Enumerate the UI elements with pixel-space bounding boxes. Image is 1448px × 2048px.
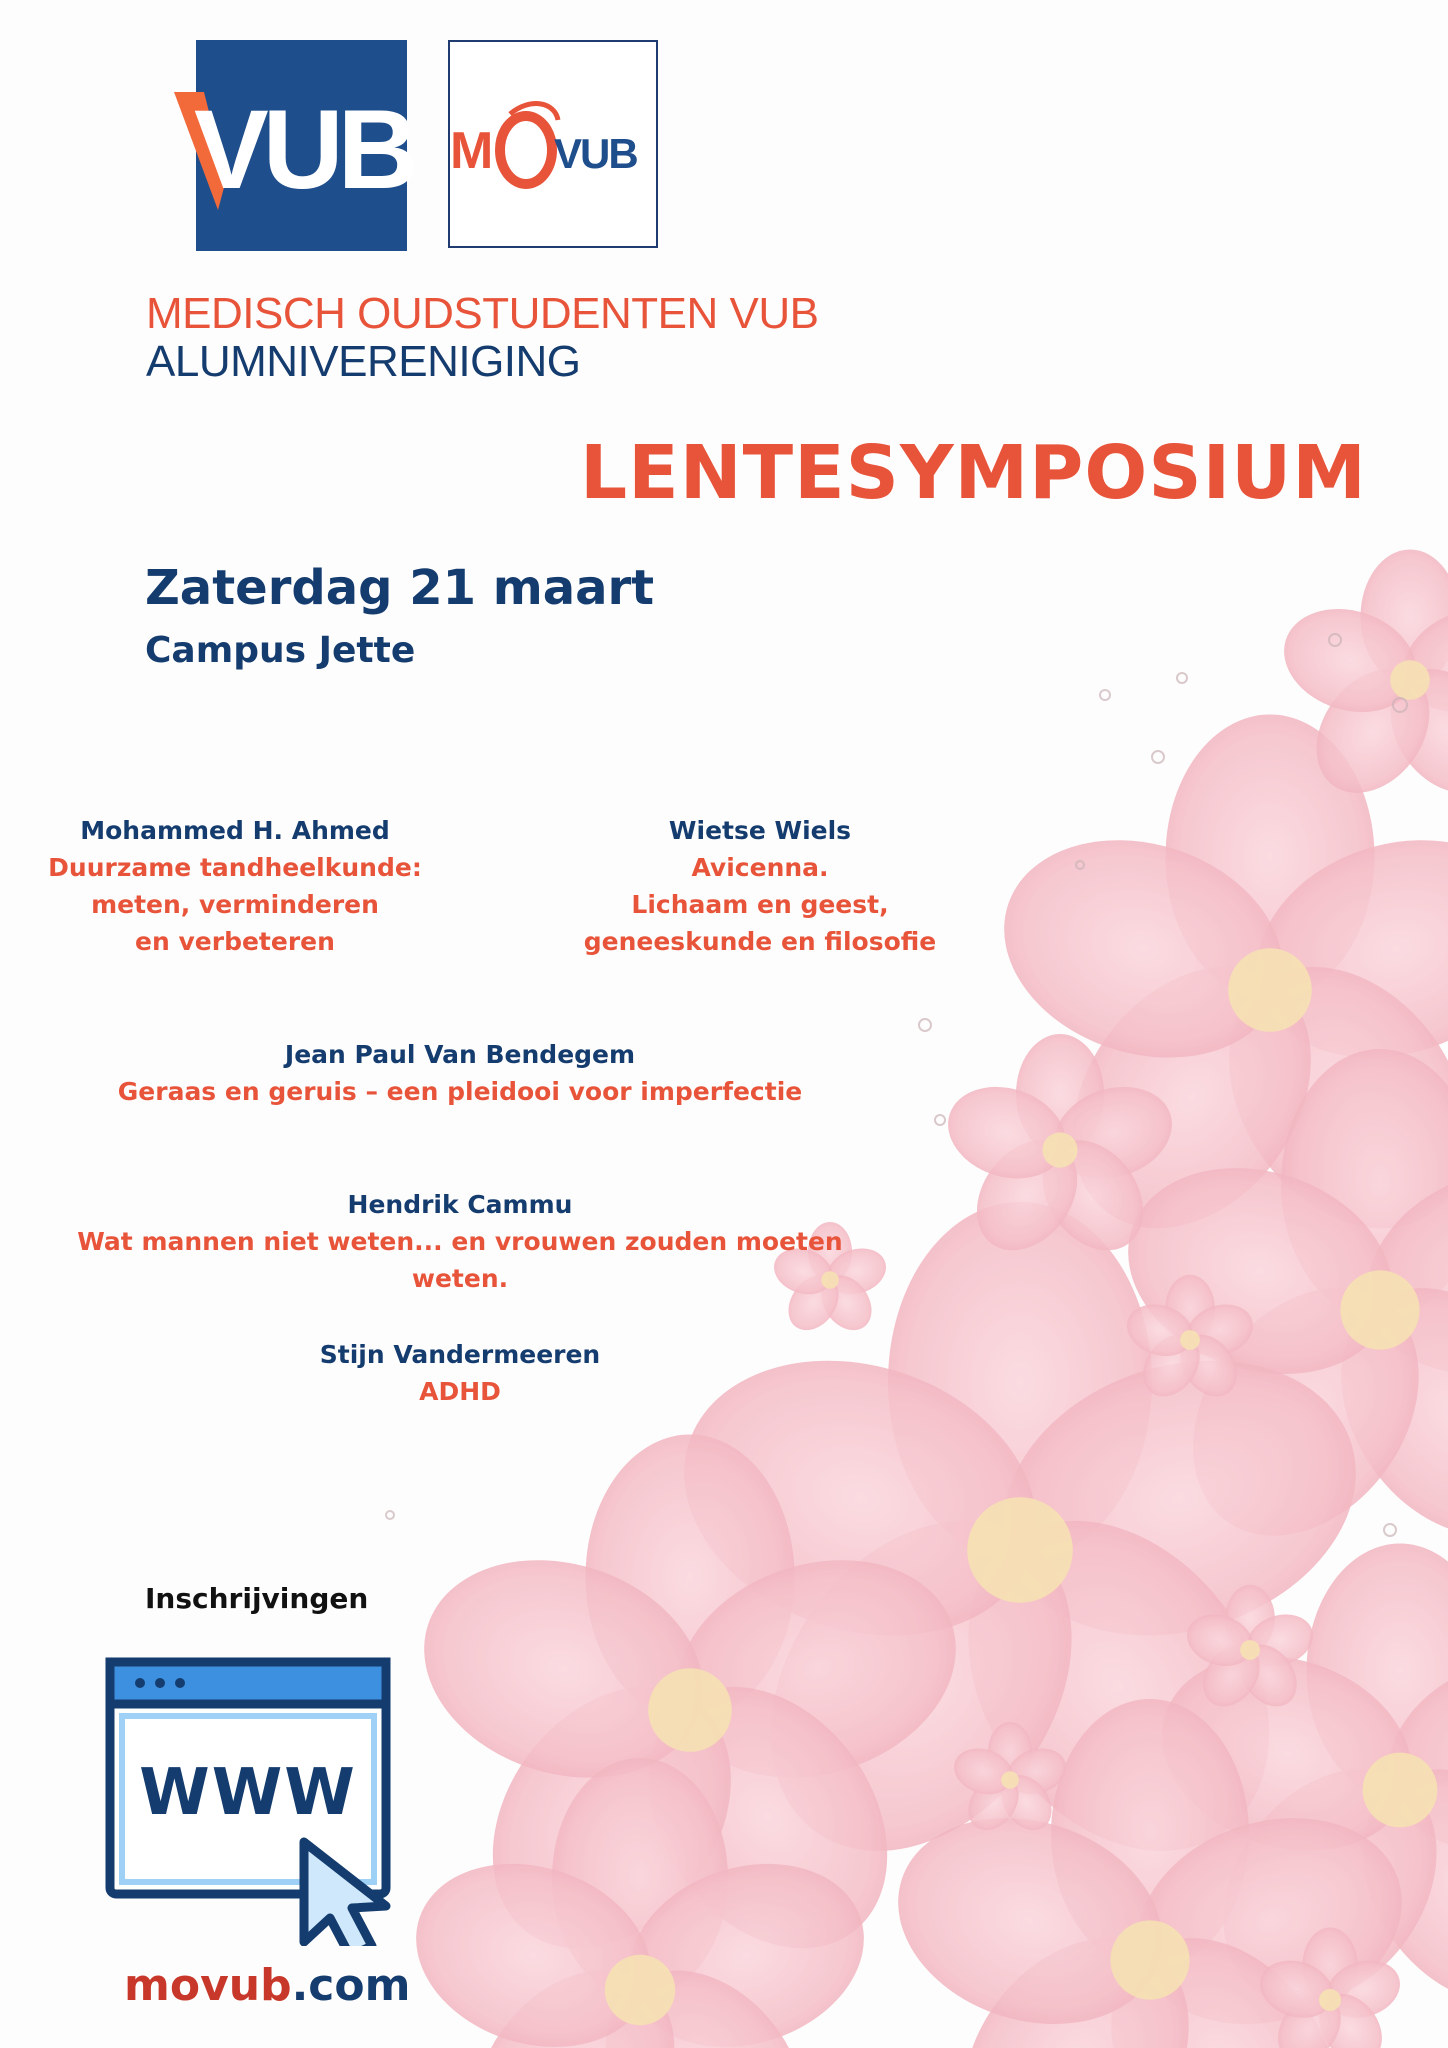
event-title: LENTESYMPOSIUM [580, 430, 1367, 516]
talk-title-line: Lichaam en geest, [631, 890, 889, 919]
talk-title-line: Avicenna. [691, 853, 829, 882]
website-tld: .com [291, 1960, 411, 2011]
speaker-name: Mohammed H. Ahmed [80, 816, 390, 845]
speaker-name: Wietse Wiels [668, 816, 852, 845]
speaker-name: Jean Paul Van Bendegem [284, 1040, 636, 1069]
talk-item [565, 812, 955, 960]
talk-title-line: Wat mannen niet weten... en vrouwen zouden moeten weten. [77, 1227, 843, 1293]
www-browser-icon[interactable] [104, 1656, 424, 1946]
talk-title-line: ADHD [419, 1377, 501, 1406]
talk-item [30, 1186, 890, 1297]
talk-title-line: meten, verminderen [91, 890, 379, 919]
website-link[interactable] [124, 1960, 410, 2011]
talk-item [40, 812, 430, 960]
svg-text:VUB: VUB [554, 130, 637, 177]
svg-text:VUB: VUB [194, 87, 413, 212]
website-name: movub [124, 1960, 292, 2011]
movub-logo [448, 40, 658, 248]
vub-logo [194, 40, 413, 251]
event-date: Zaterdag 21 maart [145, 560, 655, 616]
org-name-line2: ALUMNIVERENIGING [146, 337, 581, 386]
org-name-line1: MEDISCH OUDSTUDENTEN VUB [146, 289, 819, 338]
talk-item [260, 1336, 660, 1410]
talk-title-line: Duurzame tandheelkunde: [48, 853, 422, 882]
talk-title-line: Geraas en geruis – een pleidooi voor imperfectie [117, 1077, 803, 1106]
www-text: WWW [139, 1756, 357, 1830]
speaker-name: Stijn Vandermeeren [319, 1340, 601, 1369]
talk-title-line: en verbeteren [135, 927, 335, 956]
talk-item [100, 1036, 820, 1110]
registration-label: Inschrijvingen [145, 1582, 369, 1615]
event-location: Campus Jette [145, 630, 416, 671]
speaker-name: Hendrik Cammu [347, 1190, 573, 1219]
talk-title-line: geneeskunde en filosofie [583, 927, 937, 956]
svg-text:M: M [450, 122, 494, 180]
